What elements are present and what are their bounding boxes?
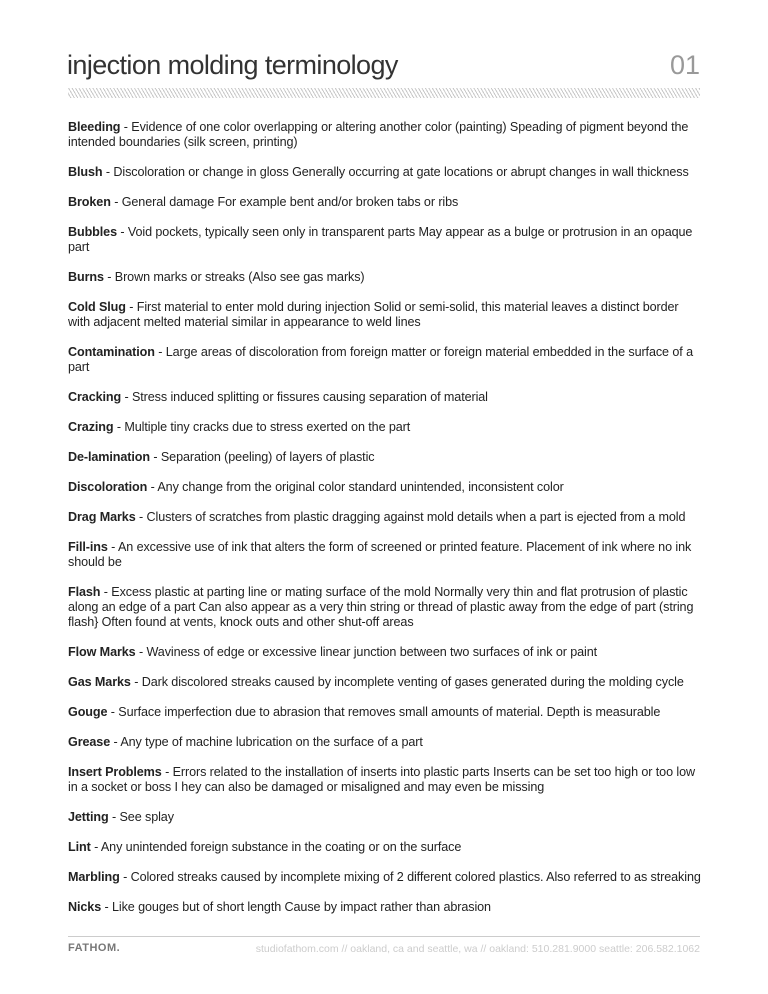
term-definition: - Surface imperfection due to abrasion that removes small amounts of material. Depth is measurable (107, 705, 661, 719)
term-name: De-lamination (68, 450, 150, 464)
term-entry (68, 705, 702, 720)
term-definition: - Excess plastic at parting line or mating surface of the mold Normally very thin and flat protrusion of plastic along an edge of a part Can also appear as a very thin string or thread of plastic away from the edge of part (string flash} Often found at vents, knock outs and other shut-off areas (68, 585, 694, 629)
page-number: 01 (669, 50, 700, 80)
term-entry (68, 585, 702, 630)
term-entry (68, 540, 702, 570)
term-definition: - Waviness of edge or excessive linear junction between two surfaces of ink or paint (135, 645, 598, 659)
term-definition: - Any type of machine lubrication on the surface of a part (110, 735, 423, 749)
term-name: Lint (68, 840, 91, 854)
term-name: Nicks (68, 900, 102, 914)
term-entry (68, 810, 702, 825)
term-name: Gouge (68, 705, 108, 719)
footer-contact: studiofathom.com // oakland, ca and seattle, wa // oakland: 510.281.9000 seattle: 206.582.1062 (255, 943, 700, 955)
term-definition: - Any change from the original color standard unintended, inconsistent color (147, 480, 564, 494)
term-name: Discoloration (68, 480, 148, 494)
term-entry (68, 120, 702, 150)
term-name: Bleeding (68, 120, 121, 134)
term-definition: - General damage For example bent and/or broken tabs or ribs (110, 195, 459, 209)
term-name: Cracking (68, 390, 122, 404)
term-entry (68, 645, 702, 660)
term-name: Contamination (68, 345, 155, 359)
term-name: Flash (68, 585, 101, 599)
term-entry (68, 480, 702, 495)
term-definition: - Separation (peeling) of layers of plastic (149, 450, 375, 464)
term-definition: - An excessive use of ink that alters the form of screened or printed feature. Placement of ink where no ink should be (68, 540, 692, 569)
term-entry (68, 870, 702, 885)
term-definition: - Clusters of scratches from plastic dragging against mold details when a part is ejected from a mold (135, 510, 686, 524)
term-definition: - Colored streaks caused by incomplete mixing of 2 different colored plastics. Also referred to as streaking (119, 870, 701, 884)
term-name: Insert Problems (68, 765, 162, 779)
term-entry (68, 735, 702, 750)
fathom-logo: FATHOM. (68, 942, 121, 954)
terminology-list (68, 120, 702, 915)
term-definition: - First material to enter mold during injection Solid or semi-solid, this material leaves a distinct border with adjacent melted material similar in appearance to weld lines (68, 300, 679, 329)
term-name: Broken (68, 195, 111, 209)
term-definition: - See splay (108, 810, 174, 824)
term-name: Flow Marks (68, 645, 136, 659)
term-entry (68, 300, 702, 330)
term-entry (68, 900, 702, 915)
term-name: Burns (68, 270, 104, 284)
term-entry (68, 450, 702, 465)
term-entry (68, 675, 702, 690)
term-name: Cold Slug (68, 300, 126, 314)
term-entry (68, 765, 702, 795)
term-definition: - Evidence of one color overlapping or altering another color (painting) Speading of pigment beyond the intended boundaries (silk screen, printing) (68, 120, 689, 149)
term-definition: - Any unintended foreign substance in the coating or on the surface (90, 840, 462, 854)
term-entry (68, 420, 702, 435)
term-name: Bubbles (68, 225, 117, 239)
term-name: Fill-ins (68, 540, 108, 554)
page-title: injection molding terminology (67, 50, 398, 80)
term-definition: - Like gouges but of short length Cause by impact rather than abrasion (101, 900, 491, 914)
term-definition: - Brown marks or streaks (Also see gas marks) (103, 270, 365, 284)
term-entry (68, 225, 702, 255)
term-definition: - Multiple tiny cracks due to stress exerted on the part (113, 420, 411, 434)
term-name: Marbling (68, 870, 120, 884)
term-entry (68, 345, 702, 375)
term-entry (68, 270, 702, 285)
term-definition: - Large areas of discoloration from foreign matter or foreign material embedded in the surface of a part (68, 345, 693, 374)
term-definition: - Void pockets, typically seen only in transparent parts May appear as a bulge or protrusion in an opaque part (68, 225, 693, 254)
term-name: Grease (68, 735, 111, 749)
term-entry (68, 840, 702, 855)
term-definition: - Dark discolored streaks caused by incomplete venting of gases generated during the molding cycle (130, 675, 684, 689)
term-entry (68, 390, 702, 405)
footer-divider (68, 936, 700, 937)
term-entry (68, 195, 702, 210)
term-name: Blush (68, 165, 103, 179)
term-entry (68, 165, 702, 180)
hatched-divider (68, 88, 700, 98)
term-definition: - Stress induced splitting or fissures causing separation of material (121, 390, 488, 404)
term-definition: - Discoloration or change in gloss Generally occurring at gate locations or abrupt changes in wall thickness (102, 165, 689, 179)
term-definition: - Errors related to the installation of inserts into plastic parts Inserts can be set too high or too low in a socket or boss I hey can also be damaged or misaligned and may even be missing (68, 765, 695, 794)
term-name: Crazing (68, 420, 114, 434)
term-name: Drag Marks (68, 510, 136, 524)
term-name: Jetting (68, 810, 109, 824)
term-entry (68, 510, 702, 525)
term-name: Gas Marks (68, 675, 131, 689)
